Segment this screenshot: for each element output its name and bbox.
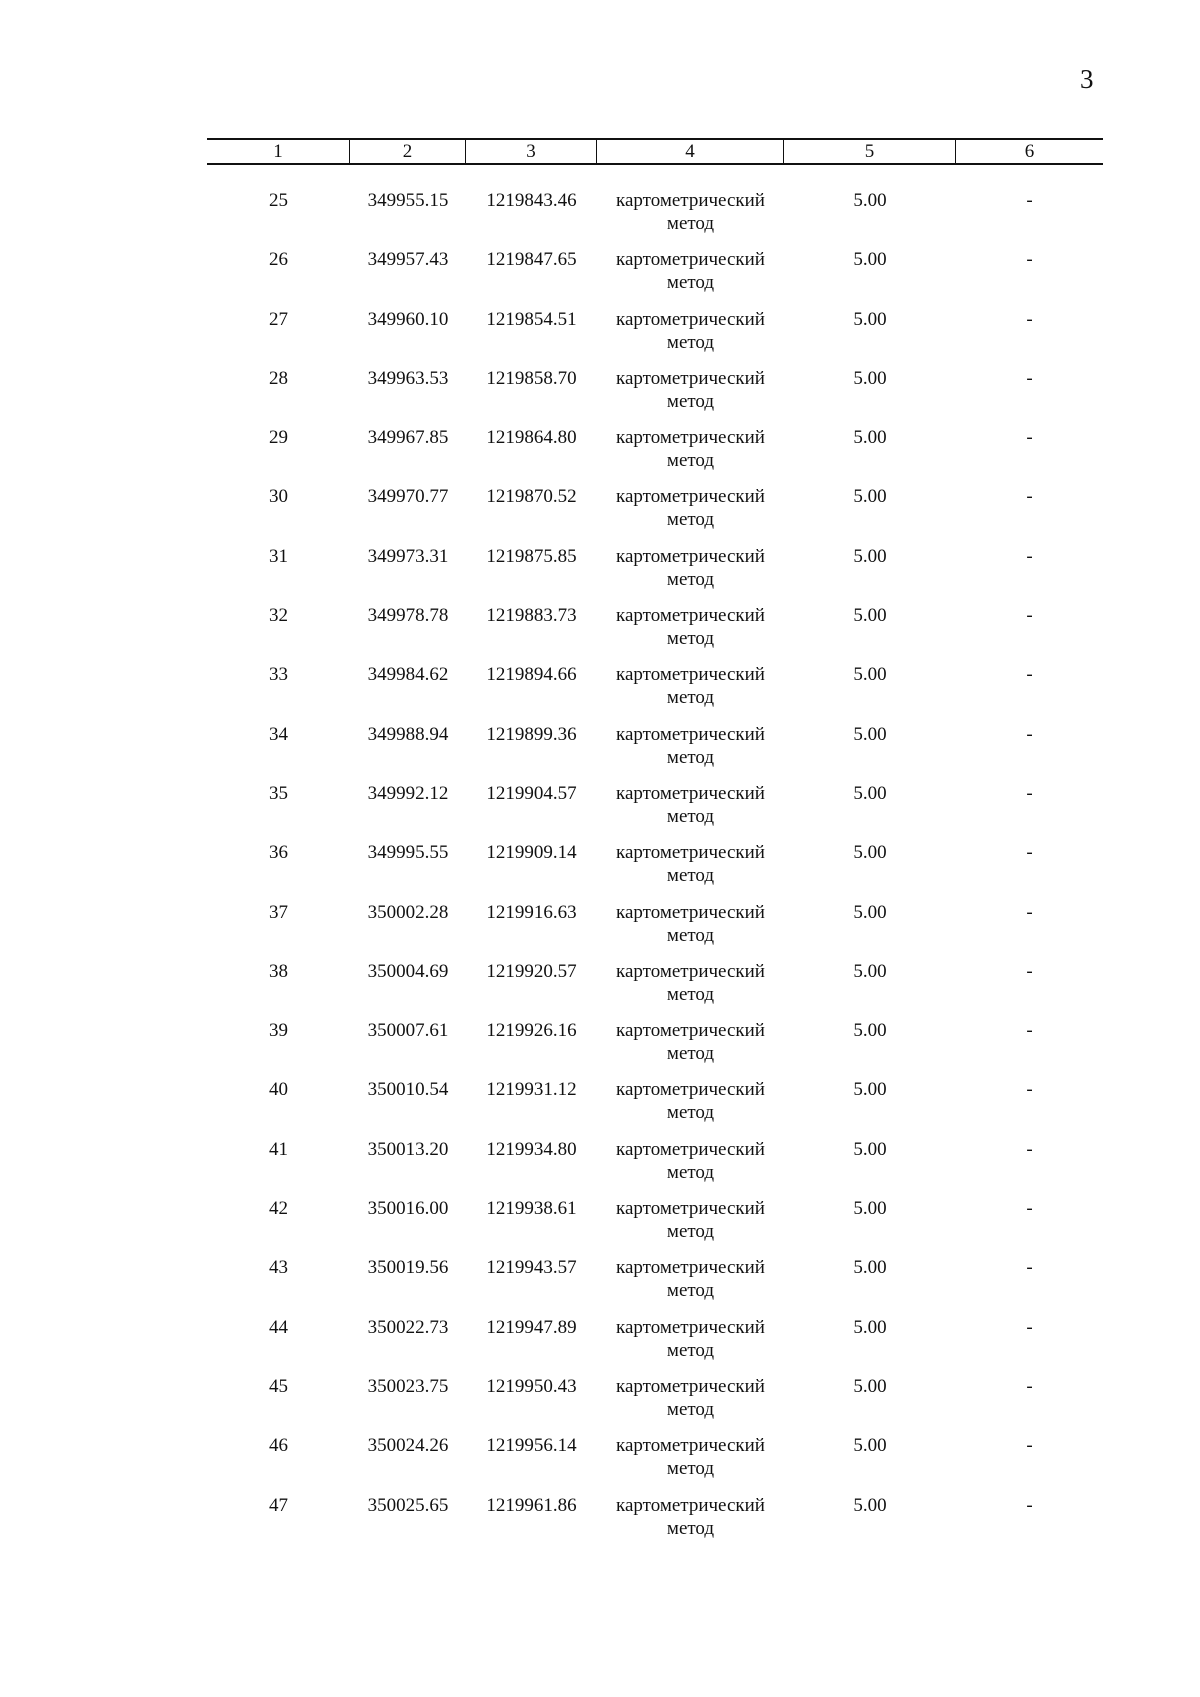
method-cell: картометрический метод (616, 960, 765, 1005)
point-number-cell: 38 (269, 960, 288, 982)
accuracy-cell: 5.00 (853, 486, 887, 508)
note-cell: - (1026, 782, 1033, 804)
y-coordinate-cell: 1219899.36 (486, 723, 577, 745)
y-coordinate-cell: 1219934.80 (486, 1138, 577, 1160)
y-coordinate-cell: 1219938.61 (486, 1198, 577, 1220)
table-row (207, 485, 1103, 544)
method-cell: картометрический метод (616, 842, 765, 887)
table-row (207, 545, 1103, 604)
x-coordinate-cell: 350004.69 (367, 960, 449, 982)
x-coordinate-cell: 350010.54 (367, 1079, 449, 1101)
table-header (207, 138, 1103, 165)
method-cell: картометрический метод (616, 427, 765, 472)
note-cell: - (1026, 1494, 1033, 1516)
note-cell: - (1026, 1079, 1033, 1101)
point-number-cell: 30 (269, 486, 288, 508)
method-cell: картометрический метод (616, 723, 765, 768)
accuracy-cell: 5.00 (853, 367, 887, 389)
point-number-cell: 47 (269, 1494, 288, 1516)
method-cell: картометрический метод (616, 782, 765, 827)
note-cell: - (1026, 1257, 1033, 1279)
x-coordinate-cell: 349955.15 (367, 190, 449, 211)
table-row (207, 308, 1103, 367)
table-row (207, 723, 1103, 782)
note-cell: - (1026, 545, 1033, 567)
header-col-1: 1 (207, 140, 350, 163)
x-coordinate-cell: 349992.12 (367, 782, 449, 804)
y-coordinate-cell: 1219931.12 (486, 1079, 577, 1101)
point-number-cell: 27 (269, 308, 288, 330)
point-number-cell: 39 (269, 1020, 288, 1042)
point-number-cell: 40 (269, 1079, 288, 1101)
accuracy-cell: 5.00 (853, 901, 887, 923)
point-number-cell: 44 (269, 1316, 288, 1338)
y-coordinate-cell: 1219920.57 (486, 960, 577, 982)
note-cell: - (1026, 190, 1033, 211)
point-number-cell: 33 (269, 664, 288, 686)
x-coordinate-cell: 350013.20 (367, 1138, 449, 1160)
y-coordinate-cell: 1219854.51 (486, 308, 577, 330)
table-row (207, 1316, 1103, 1375)
note-cell: - (1026, 605, 1033, 627)
point-number-cell: 34 (269, 723, 288, 745)
table-row (207, 663, 1103, 722)
accuracy-cell: 5.00 (853, 842, 887, 864)
x-coordinate-cell: 349978.78 (367, 605, 449, 627)
point-number-cell: 32 (269, 605, 288, 627)
x-coordinate-cell: 349967.85 (367, 427, 449, 449)
y-coordinate-cell: 1219843.46 (486, 190, 577, 211)
note-cell: - (1026, 1435, 1033, 1457)
method-cell: картометрический метод (616, 1435, 765, 1480)
header-col-5: 5 (784, 140, 956, 163)
y-coordinate-cell: 1219947.89 (486, 1316, 577, 1338)
accuracy-cell: 5.00 (853, 545, 887, 567)
method-cell: картометрический метод (616, 367, 765, 412)
point-number-cell: 46 (269, 1435, 288, 1457)
note-cell: - (1026, 1020, 1033, 1042)
point-number-cell: 28 (269, 367, 288, 389)
note-cell: - (1026, 1316, 1033, 1338)
table-row (207, 1138, 1103, 1197)
table-body (207, 189, 1103, 1553)
note-cell: - (1026, 723, 1033, 745)
accuracy-cell: 5.00 (853, 1257, 887, 1279)
point-number-cell: 43 (269, 1257, 288, 1279)
note-cell: - (1026, 842, 1033, 864)
point-number-cell: 31 (269, 545, 288, 567)
y-coordinate-cell: 1219904.57 (486, 782, 577, 804)
x-coordinate-cell: 350016.00 (367, 1198, 449, 1220)
accuracy-cell: 5.00 (853, 1198, 887, 1220)
x-coordinate-cell: 349973.31 (367, 545, 449, 567)
accuracy-cell: 5.00 (853, 1020, 887, 1042)
accuracy-cell: 5.00 (853, 308, 887, 330)
method-cell: картометрический метод (616, 545, 765, 590)
method-cell: картометрический метод (616, 1375, 765, 1420)
x-coordinate-cell: 349957.43 (367, 249, 449, 271)
accuracy-cell: 5.00 (853, 190, 887, 211)
table-row (207, 1256, 1103, 1315)
y-coordinate-cell: 1219858.70 (486, 367, 577, 389)
accuracy-cell: 5.00 (853, 960, 887, 982)
x-coordinate-cell: 349984.62 (367, 664, 449, 686)
accuracy-cell: 5.00 (853, 1138, 887, 1160)
y-coordinate-cell: 1219961.86 (486, 1494, 577, 1516)
note-cell: - (1026, 664, 1033, 686)
accuracy-cell: 5.00 (853, 1494, 887, 1516)
x-coordinate-cell: 349988.94 (367, 723, 449, 745)
y-coordinate-cell: 1219875.85 (486, 545, 577, 567)
y-coordinate-cell: 1219909.14 (486, 842, 577, 864)
method-cell: картометрический метод (616, 1257, 765, 1302)
accuracy-cell: 5.00 (853, 664, 887, 686)
method-cell: картометрический метод (616, 664, 765, 709)
note-cell: - (1026, 1138, 1033, 1160)
table-row (207, 367, 1103, 426)
point-number-cell: 37 (269, 901, 288, 923)
y-coordinate-cell: 1219847.65 (486, 249, 577, 271)
accuracy-cell: 5.00 (853, 427, 887, 449)
header-col-6: 6 (1024, 141, 1035, 162)
accuracy-cell: 5.00 (853, 1375, 887, 1397)
table-row (207, 901, 1103, 960)
method-cell: картометрический метод (616, 486, 765, 531)
y-coordinate-cell: 1219950.43 (486, 1375, 577, 1397)
x-coordinate-cell: 350025.65 (367, 1494, 449, 1516)
point-number-cell: 41 (269, 1138, 288, 1160)
method-cell: картометрический метод (616, 1316, 765, 1361)
x-coordinate-cell: 349963.53 (367, 367, 449, 389)
method-cell: картометрический метод (616, 1079, 765, 1124)
accuracy-cell: 5.00 (853, 249, 887, 271)
y-coordinate-cell: 1219894.66 (486, 664, 577, 686)
accuracy-cell: 5.00 (853, 723, 887, 745)
method-cell: картометрический метод (616, 308, 765, 353)
header-col-2: 2 (350, 140, 466, 163)
table-row (207, 1375, 1103, 1434)
accuracy-cell: 5.00 (853, 1316, 887, 1338)
method-cell: картометрический метод (616, 901, 765, 946)
point-number-cell: 35 (269, 782, 288, 804)
y-coordinate-cell: 1219916.63 (486, 901, 577, 923)
method-cell: картометрический метод (616, 1020, 765, 1065)
table-row (207, 604, 1103, 663)
point-number-cell: 26 (269, 249, 288, 271)
table-row (207, 248, 1103, 307)
method-cell: картометрический метод (616, 249, 765, 294)
point-number-cell: 42 (269, 1198, 288, 1220)
note-cell: - (1026, 249, 1033, 271)
accuracy-cell: 5.00 (853, 782, 887, 804)
table-row (207, 1434, 1103, 1493)
note-cell: - (1026, 960, 1033, 982)
method-cell: картометрический метод (616, 190, 765, 234)
note-cell: - (1026, 901, 1033, 923)
x-coordinate-cell: 350022.73 (367, 1316, 449, 1338)
table-row (207, 1494, 1103, 1553)
table-row (207, 426, 1103, 485)
y-coordinate-cell: 1219926.16 (486, 1020, 577, 1042)
x-coordinate-cell: 350007.61 (367, 1020, 449, 1042)
method-cell: картометрический метод (616, 1494, 765, 1539)
note-cell: - (1026, 308, 1033, 330)
y-coordinate-cell: 1219956.14 (486, 1435, 577, 1457)
header-col-3: 3 (466, 140, 597, 163)
point-number-cell: 45 (269, 1375, 288, 1397)
x-coordinate-cell: 350002.28 (367, 901, 449, 923)
header-col-4: 4 (597, 140, 784, 163)
note-cell: - (1026, 486, 1033, 508)
table-row (207, 1019, 1103, 1078)
table-row (207, 782, 1103, 841)
y-coordinate-cell: 1219870.52 (486, 486, 577, 508)
table-row (207, 960, 1103, 1019)
x-coordinate-cell: 350023.75 (367, 1375, 449, 1397)
page-number: 3 (1080, 64, 1094, 94)
point-number-cell: 36 (269, 842, 288, 864)
accuracy-cell: 5.00 (853, 605, 887, 627)
note-cell: - (1026, 427, 1033, 449)
x-coordinate-cell: 350024.26 (367, 1435, 449, 1457)
x-coordinate-cell: 350019.56 (367, 1257, 449, 1279)
x-coordinate-cell: 349960.10 (367, 308, 449, 330)
table-row (207, 841, 1103, 900)
table-row (207, 1197, 1103, 1256)
y-coordinate-cell: 1219883.73 (486, 605, 577, 627)
accuracy-cell: 5.00 (853, 1435, 887, 1457)
accuracy-cell: 5.00 (853, 1079, 887, 1101)
table-row (207, 1078, 1103, 1137)
x-coordinate-cell: 349995.55 (367, 842, 449, 864)
method-cell: картометрический метод (616, 1198, 765, 1243)
point-number-cell: 29 (269, 427, 288, 449)
point-number-cell: 25 (269, 190, 288, 211)
y-coordinate-cell: 1219864.80 (486, 427, 577, 449)
x-coordinate-cell: 349970.77 (367, 486, 449, 508)
method-cell: картометрический метод (616, 605, 765, 650)
note-cell: - (1026, 1375, 1033, 1397)
y-coordinate-cell: 1219943.57 (486, 1257, 577, 1279)
method-cell: картометрический метод (616, 1138, 765, 1183)
note-cell: - (1026, 1198, 1033, 1220)
note-cell: - (1026, 367, 1033, 389)
table-row (207, 189, 1103, 248)
